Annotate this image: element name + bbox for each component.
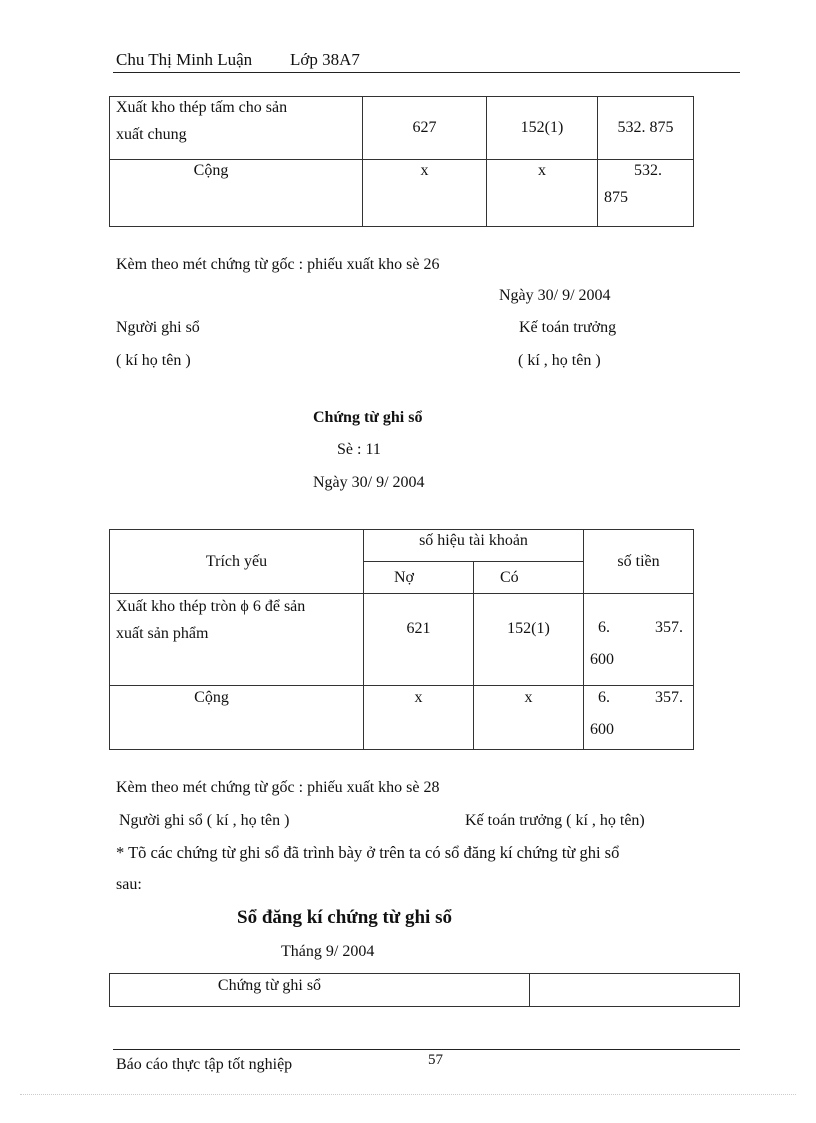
- header-rule: [113, 72, 740, 73]
- register-month: Tháng 9/ 2004: [281, 943, 375, 960]
- amount-cell: 532. 875: [598, 160, 694, 227]
- footer-rule: [113, 1049, 740, 1050]
- attached-document-note: Kèm theo mét chứng từ gốc : phiếu xuất kho sè 26: [116, 256, 440, 273]
- amount-cell: 6. 357. 600: [584, 594, 694, 686]
- credit-header: Có: [474, 562, 584, 594]
- voucher-title: Chứng từ ghi sổ: [313, 409, 423, 426]
- description-cell: Xuất kho thép tấm cho sản xuất chung: [110, 97, 363, 160]
- amount-cell: 532. 875: [598, 97, 694, 160]
- recorder-label: Người ghi sổ: [116, 319, 200, 336]
- debit-header: Nợ: [364, 562, 474, 594]
- description-cell: Cộng: [110, 686, 364, 750]
- description-cell: Xuất kho thép tròn ϕ 6 để sản xuất sản phẩm: [110, 594, 364, 686]
- header-class: Lớp 38A7: [290, 50, 360, 69]
- attached-document-note: Kèm theo mét chứng từ gốc : phiếu xuất kho sè 28: [116, 779, 440, 796]
- footer-report-title: Báo cáo thực tập tốt nghiệp: [116, 1056, 293, 1073]
- table-header-row: [110, 974, 740, 1007]
- register-title: Sổ đăng kí chứng từ ghi sổ: [237, 907, 452, 928]
- chief-accountant-label: Kế toán trưởng: [519, 319, 617, 336]
- table-row: [110, 594, 694, 686]
- note-line: * Tõ các chứng từ ghi sổ đã trình bày ở trên ta có sổ đăng kí chứng từ ghi sổ: [116, 843, 620, 862]
- register-table: [109, 973, 740, 1007]
- summary-header: Trích yếu: [110, 530, 364, 594]
- debit-cell: 621: [364, 594, 474, 686]
- chief-signature-hint: ( kí , họ tên ): [518, 352, 601, 369]
- date-line: Ngày 30/ 9/ 2004: [499, 287, 611, 304]
- recorder-signature-hint: ( kí họ tên ): [116, 352, 191, 369]
- debit-cell: 627: [363, 97, 487, 160]
- page-number: 57: [428, 1052, 443, 1068]
- recorder-line: Người ghi sổ ( kí , họ tên ): [119, 812, 290, 829]
- voucher-date: Ngày 30/ 9/ 2004: [313, 474, 425, 491]
- table-row: [110, 160, 694, 227]
- credit-cell: 152(1): [487, 97, 598, 160]
- amount-header: số tiền: [584, 530, 694, 594]
- voucher-table-1: [109, 96, 694, 227]
- register-col-voucher: Chứng từ ghi sổ: [110, 974, 530, 1007]
- voucher-number: Sè : 11: [337, 441, 381, 458]
- header-author: Chu Thị Minh Luận: [116, 50, 253, 69]
- description-cell: Cộng: [110, 160, 363, 227]
- table-row: [110, 686, 694, 750]
- table-row: [110, 97, 694, 160]
- debit-cell: x: [364, 686, 474, 750]
- table-header-row: [110, 530, 694, 562]
- credit-cell: 152(1): [474, 594, 584, 686]
- credit-cell: x: [474, 686, 584, 750]
- amount-cell: 6. 357. 600: [584, 686, 694, 750]
- account-header: số hiệu tài khoản: [364, 530, 584, 562]
- debit-cell: x: [363, 160, 487, 227]
- credit-cell: x: [487, 160, 598, 227]
- page-edge-divider: [20, 1094, 796, 1095]
- register-col-empty: [530, 974, 740, 1007]
- note-line-continued: sau:: [116, 876, 142, 893]
- voucher-table-2: [109, 529, 694, 750]
- chief-accountant-line: Kế toán trưởng ( kí , họ tên): [465, 812, 645, 829]
